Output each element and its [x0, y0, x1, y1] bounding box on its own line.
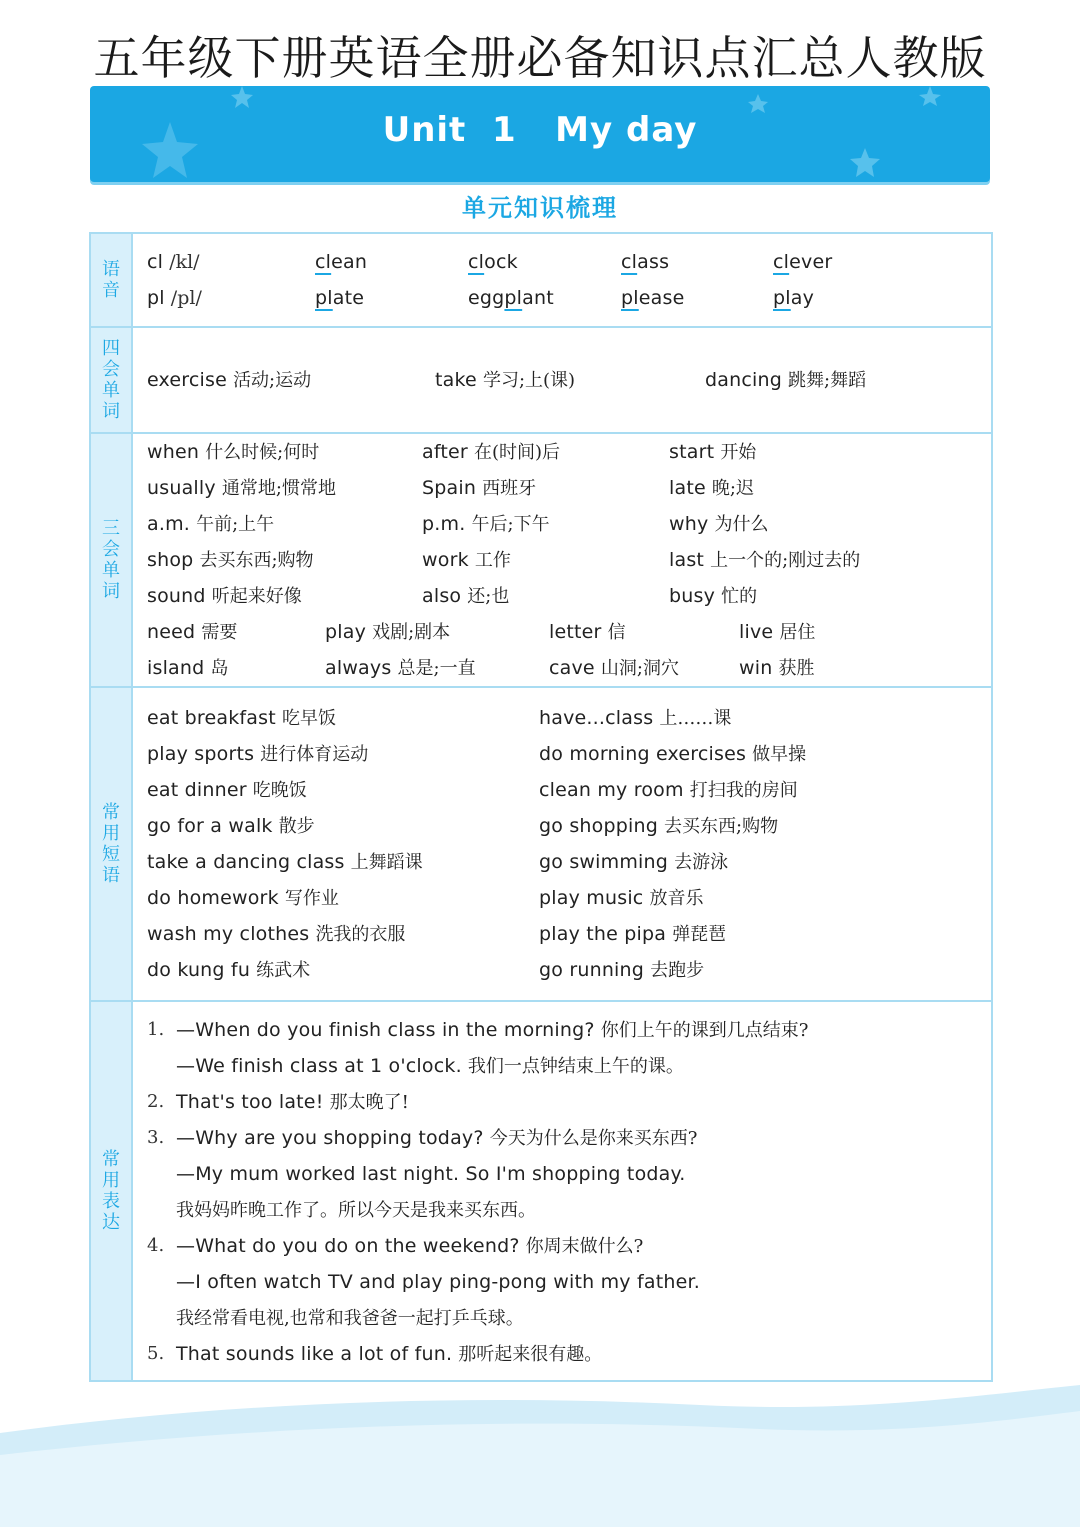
word-en: shop — [147, 549, 194, 571]
expression-line — [147, 1012, 991, 1048]
word-en: busy — [669, 585, 716, 607]
highlight-letters: cl — [773, 251, 790, 273]
phrase-entry — [539, 952, 704, 989]
word-cn: 弹琵琶 — [672, 924, 727, 945]
phonics-word — [621, 280, 684, 316]
word-row — [147, 362, 991, 398]
word-cn: 练武术 — [256, 960, 311, 981]
highlight-letters: cl — [315, 251, 332, 273]
word-entry — [669, 578, 757, 615]
word-entry — [325, 650, 476, 687]
phrase-row — [147, 916, 991, 952]
expression-text — [176, 1156, 686, 1192]
word-entry — [147, 434, 319, 471]
expression-line — [147, 1192, 991, 1228]
section-label: 三会单词 — [91, 434, 133, 686]
expression-line — [147, 1120, 991, 1156]
word-en: sound — [147, 585, 206, 607]
expression-line — [147, 1336, 991, 1372]
sentence-cn: 我妈妈昨晚工作了。所以今天是我来买东西。 — [176, 1200, 536, 1221]
sentence-en: —When do you finish class in the morning? — [176, 1019, 595, 1041]
word-en: always — [325, 657, 392, 679]
sentence-cn: 我们一点钟结束上午的课。 — [467, 1056, 684, 1077]
word-en: after — [422, 441, 468, 463]
phrase-entry — [539, 880, 704, 917]
word-en: do homework — [147, 887, 279, 909]
expression-number: 5. — [147, 1343, 165, 1364]
word-part: ate — [332, 287, 365, 309]
word-en: when — [147, 441, 200, 463]
word-entry — [147, 614, 237, 651]
word-cn: 做早操 — [752, 744, 807, 765]
word-cn: 吃早饭 — [281, 708, 336, 729]
word-en: eat dinner — [147, 779, 247, 801]
sentence-cn: 那听起来很有趣。 — [458, 1344, 603, 1365]
expression-line — [147, 1228, 991, 1264]
word-row — [147, 614, 991, 650]
phonics-row — [147, 280, 991, 316]
phrase-entry — [539, 700, 731, 737]
word-cn: 上舞蹈课 — [350, 852, 423, 873]
word-en: island — [147, 657, 205, 679]
word-en: do kung fu — [147, 959, 251, 981]
word-cn: 山洞;洞穴 — [600, 658, 679, 679]
word-cn: 晚;迟 — [711, 478, 754, 499]
phonics-section — [91, 234, 991, 326]
sentence-cn: 今天为什么是你来买东西? — [489, 1128, 698, 1149]
word-en: win — [739, 657, 773, 679]
phrase-entry — [539, 772, 798, 809]
expression-text — [176, 1012, 808, 1049]
word-en: live — [739, 621, 774, 643]
phonics-word — [468, 244, 518, 280]
knowledge-table — [89, 232, 993, 1382]
word-cn: 为什么 — [714, 514, 769, 535]
phrase-entry — [147, 772, 307, 809]
expression-number: 2. — [147, 1091, 165, 1112]
word-en: usually — [147, 477, 216, 499]
word-part: ass — [637, 251, 670, 273]
word-row — [147, 542, 991, 578]
word-row — [147, 434, 991, 470]
sentence-cn: 你们上午的课到几点结束? — [600, 1020, 809, 1041]
phrase-row — [147, 880, 991, 916]
ipa-symbol: /pl/ — [170, 287, 202, 309]
expression-line — [147, 1300, 991, 1336]
word-entry — [422, 542, 511, 579]
sentence-cn: 我经常看电视,也常和我爸爸一起打乒乓球。 — [176, 1308, 524, 1329]
sentence-en: —I often watch TV and play ping-pong with my father. — [176, 1271, 700, 1293]
phrase-row — [147, 772, 991, 808]
word-en: play music — [539, 887, 644, 909]
word-en: wash my clothes — [147, 923, 310, 945]
expression-number: 1. — [147, 1019, 165, 1040]
phonics-row — [147, 244, 991, 280]
word-row — [147, 506, 991, 542]
phrase-entry — [147, 952, 310, 989]
phrase-entry — [147, 700, 336, 737]
phrase-row — [147, 808, 991, 844]
word-en: work — [422, 549, 469, 571]
word-cn: 需要 — [201, 622, 238, 643]
word-cn: 获胜 — [778, 658, 815, 679]
word-cn: 还;也 — [467, 586, 510, 607]
word-en: p.m. — [422, 513, 466, 535]
phrase-row — [147, 700, 991, 736]
sentence-en: —We finish class at 1 o'clock. — [176, 1055, 462, 1077]
phrase-entry — [539, 916, 726, 953]
word-cn: 学习;上(课) — [482, 370, 576, 391]
word-en: a.m. — [147, 513, 191, 535]
expression-text — [176, 1228, 643, 1265]
word-cn: 岛 — [210, 658, 229, 679]
four-skill-words-section — [91, 326, 991, 432]
word-en: go shopping — [539, 815, 658, 837]
sentence-en: —What do you do on the weekend? — [176, 1235, 520, 1257]
word-part: egg — [468, 287, 505, 309]
unit-banner — [90, 86, 990, 182]
word-entry — [435, 362, 575, 399]
expression-line — [147, 1084, 991, 1120]
word-part: ever — [789, 251, 833, 273]
phrase-entry — [539, 808, 778, 845]
word-part: ean — [331, 251, 368, 273]
word-entry — [147, 506, 274, 543]
word-cn: 去跑步 — [650, 960, 705, 981]
ipa-symbol: /kl/ — [169, 251, 200, 273]
phonics-key — [147, 244, 200, 280]
word-en: late — [669, 477, 706, 499]
phrase-entry — [539, 844, 728, 881]
phonics-key — [147, 280, 202, 316]
word-en: also — [422, 585, 462, 607]
word-cn: 去买东西;购物 — [664, 816, 779, 837]
unit-title: Unit 1 My day — [382, 110, 698, 150]
word-entry — [739, 614, 815, 651]
word-entry — [147, 470, 336, 507]
word-en: go swimming — [539, 851, 669, 873]
word-en: why — [669, 513, 709, 535]
word-entry — [669, 506, 768, 543]
wave-decoration — [0, 1385, 1080, 1527]
expression-number: 3. — [147, 1127, 165, 1148]
highlight-letters: pl — [773, 287, 791, 309]
word-part: ay — [790, 287, 815, 309]
word-cn: 什么时候;何时 — [205, 442, 320, 463]
word-entry — [325, 614, 450, 651]
expression-text — [176, 1336, 602, 1373]
word-cn: 西班牙 — [482, 478, 537, 499]
word-en: take a dancing class — [147, 851, 345, 873]
phrase-entry — [147, 844, 423, 881]
word-en: last — [669, 549, 705, 571]
word-cn: 散步 — [278, 816, 315, 837]
word-cn: 忙的 — [721, 586, 758, 607]
highlight-letters: cl — [468, 251, 485, 273]
expression-line — [147, 1156, 991, 1192]
phonics-word — [773, 244, 832, 280]
word-en: need — [147, 621, 196, 643]
phonics-word — [468, 280, 554, 316]
word-en: exercise — [147, 369, 228, 391]
word-cn: 写作业 — [284, 888, 339, 909]
page-title: 五年级下册英语全册必备知识点汇总人教版 — [93, 31, 987, 85]
letter-combo: cl — [147, 251, 164, 273]
expression-text — [176, 1120, 697, 1157]
sentence-en: —My mum worked last night. So I'm shopping today. — [176, 1163, 686, 1185]
expression-text — [176, 1264, 700, 1300]
word-cn: 活动;运动 — [233, 370, 312, 391]
highlight-letters: pl — [621, 287, 639, 309]
phonics-word — [773, 280, 814, 316]
word-cn: 放音乐 — [649, 888, 704, 909]
word-cn: 工作 — [474, 550, 511, 571]
word-cn: 戏剧;剧本 — [372, 622, 451, 643]
word-entry — [669, 434, 756, 471]
word-cn: 吃晚饭 — [252, 780, 307, 801]
three-skill-words-section — [91, 432, 991, 686]
word-cn: 居住 — [779, 622, 816, 643]
word-entry — [422, 470, 536, 507]
word-cn: 跳舞;舞蹈 — [788, 370, 867, 391]
expression-text — [176, 1084, 409, 1121]
sentence-cn: 那太晚了! — [329, 1092, 409, 1113]
highlight-letters: pl — [504, 287, 523, 309]
section-subtitle: 单元知识梳理 — [462, 194, 618, 222]
sentence-en: That's too late! — [176, 1091, 324, 1113]
word-en: start — [669, 441, 715, 463]
word-entry — [422, 506, 550, 543]
word-en: letter — [549, 621, 602, 643]
word-entry — [669, 470, 754, 507]
word-entry — [147, 542, 314, 579]
expressions-section — [91, 1000, 991, 1380]
section-label: 常用表达 — [91, 1002, 133, 1380]
phrases-section — [91, 686, 991, 1000]
word-entry — [147, 650, 228, 687]
phrase-entry — [147, 916, 405, 953]
word-cn: 午后;下午 — [471, 514, 550, 535]
word-cn: 开始 — [720, 442, 757, 463]
word-en: eat breakfast — [147, 707, 276, 729]
phrase-row — [147, 952, 991, 988]
word-cn: 听起来好像 — [211, 586, 302, 607]
word-entry — [147, 362, 311, 399]
word-cn: 去买东西;购物 — [199, 550, 314, 571]
word-cn: 打扫我的房间 — [689, 780, 798, 801]
word-entry — [549, 650, 679, 687]
word-en: take — [435, 369, 477, 391]
word-row — [147, 470, 991, 506]
word-entry — [549, 614, 626, 651]
sentence-cn: 你周末做什么? — [525, 1236, 644, 1257]
expression-number: 4. — [147, 1235, 165, 1256]
word-cn: 总是;一直 — [397, 658, 476, 679]
phrase-entry — [147, 808, 315, 845]
word-entry — [669, 542, 860, 579]
phrase-row — [147, 736, 991, 772]
word-cn: 信 — [607, 622, 626, 643]
word-en: play the pipa — [539, 923, 667, 945]
highlight-letters: pl — [315, 287, 333, 309]
highlight-letters: cl — [621, 251, 638, 273]
word-en: play sports — [147, 743, 255, 765]
phrase-entry — [147, 880, 339, 917]
expression-text — [176, 1300, 524, 1337]
phonics-word — [621, 244, 669, 280]
expression-line — [147, 1264, 991, 1300]
word-entry — [422, 434, 560, 471]
word-en: Spain — [422, 477, 477, 499]
word-row — [147, 578, 991, 614]
sentence-en: —Why are you shopping today? — [176, 1127, 484, 1149]
section-label: 语音 — [91, 234, 133, 326]
sentence-en: That sounds like a lot of fun. — [176, 1343, 453, 1365]
word-row — [147, 650, 991, 686]
phrase-row — [147, 844, 991, 880]
word-en: cave — [549, 657, 595, 679]
word-cn: 上一个的;刚过去的 — [710, 550, 861, 571]
expression-text — [176, 1048, 684, 1085]
word-cn: 午前;上午 — [196, 514, 275, 535]
section-label: 常用短语 — [91, 688, 133, 1000]
word-entry — [422, 578, 509, 615]
section-label: 四会单词 — [91, 328, 133, 432]
word-en: go running — [539, 959, 645, 981]
word-en: go for a walk — [147, 815, 273, 837]
letter-combo: pl — [147, 287, 165, 309]
word-cn: 通常地;惯常地 — [221, 478, 336, 499]
phrase-entry — [147, 736, 368, 773]
word-cn: 进行体育运动 — [260, 744, 369, 765]
word-en: have...class — [539, 707, 654, 729]
word-cn: 去游泳 — [674, 852, 729, 873]
word-en: do morning exercises — [539, 743, 747, 765]
expression-line — [147, 1048, 991, 1084]
word-en: clean my room — [539, 779, 684, 801]
word-en: play — [325, 621, 367, 643]
expression-text — [176, 1192, 536, 1229]
word-cn: 上……课 — [659, 708, 732, 729]
word-cn: 在(时间)后 — [474, 442, 561, 463]
phrase-entry — [539, 736, 806, 773]
word-en: dancing — [705, 369, 782, 391]
word-cn: 洗我的衣服 — [315, 924, 406, 945]
word-part: ant — [522, 287, 554, 309]
word-entry — [739, 650, 815, 687]
word-part: ock — [484, 251, 518, 273]
word-entry — [705, 362, 866, 399]
phonics-word — [315, 244, 367, 280]
word-entry — [147, 578, 302, 615]
phonics-word — [315, 280, 364, 316]
word-part: ease — [638, 287, 685, 309]
